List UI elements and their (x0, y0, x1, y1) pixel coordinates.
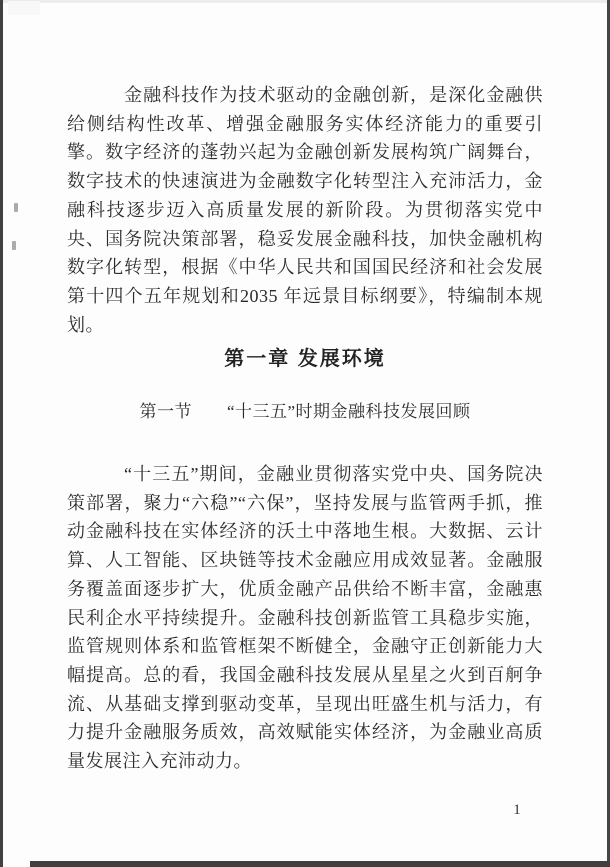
scan-edge-top (2, 0, 608, 3)
scan-edge-left (0, 0, 3, 867)
intro-paragraph: 金融科技作为技术驱动的金融创新，是深化金融供给侧结构性改革、增强金融服务实体经济能力的重要引擎。数字经济的蓬勃兴起为金融创新发展构筑广阔舞台，数字技术的快速演进为金融数字化转型注入充沛活力，金融科技逐步迈入高质量发展的新阶段。为贯彻落实党中央、国务院决策部署，稳妥发展金融科技，加快金融机构数字化转型，根据《中华人民共和国国民经济和社会发展第十四个五年规划和2035 年远景目标纲要》，特编制本规划。 (67, 85, 543, 335)
section-heading: 第一节 “十三五”时期金融科技发展回顾 (139, 402, 471, 421)
page-number: 1 (513, 802, 521, 818)
review-paragraph: “十三五”期间，金融业贯彻落实党中央、国务院决策部署，聚力“六稳”“六保”，坚持发展与监管两手抓，推动金融科技在实体经济的沃土中落地生根。大数据、云计算、人工智能、区块链等技术金融应用成效显著。金融服务覆盖面逐步扩大，优质金融产品供给不断丰富，金融惠民利企水平持续提升。金融科技创新监管工具稳步实施，监管规则体系和监管框架不断健全，金融守正创新能力大幅提高。总的看，我国金融科技发展从星星之火到百舸争流、从基础支撑到驱动变革，呈现出旺盛生机与活力，有力提升金融服务质效，高效赋能实体经济，为金融业高质量发展注入充沛动力。 (67, 464, 543, 772)
scan-notch-topleft (8, 1, 40, 15)
scan-speck-1 (14, 203, 18, 212)
scan-edge-bottom (30, 861, 610, 867)
scan-speck-2 (12, 241, 16, 250)
chapter-heading: 第一章 发展环境 (224, 348, 386, 370)
